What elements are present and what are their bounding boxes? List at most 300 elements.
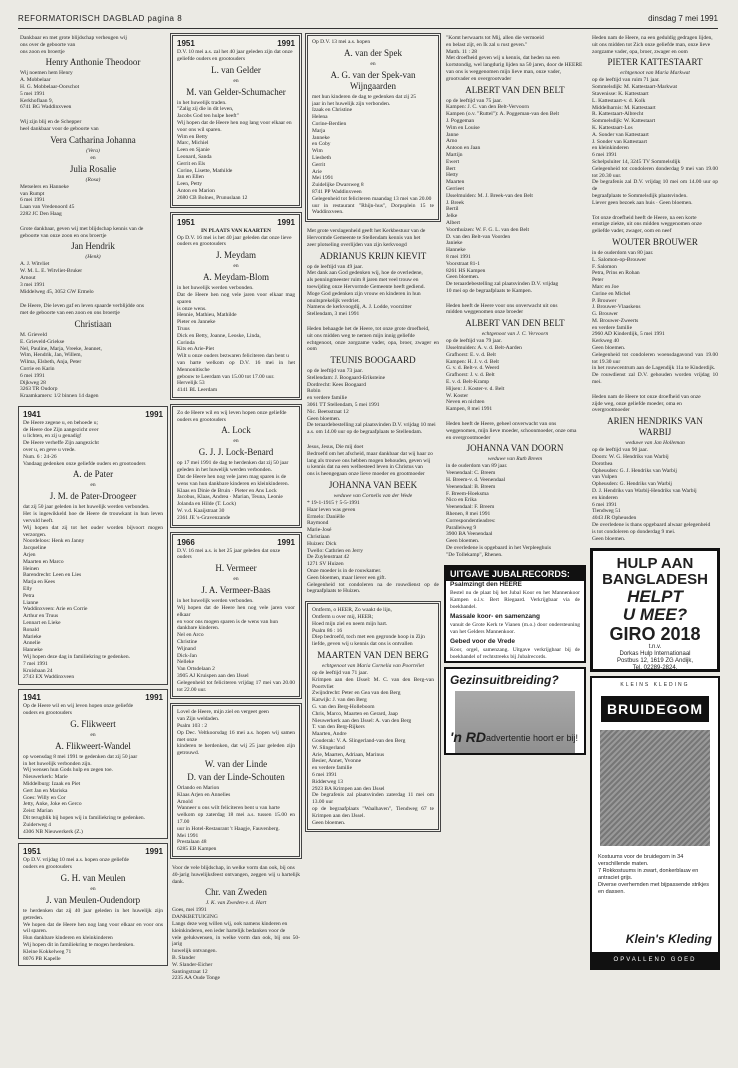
- notice-intro-line: kinderen te herdenken, dat wij 25 jaar geleden zijn getrouwd.: [177, 743, 295, 757]
- person-subtitle: weduwe van Jan Holleman: [625, 440, 685, 447]
- notice-detail-line: Lennart en Lieke: [23, 620, 61, 627]
- notice-detail-line: begraafplaats te Sommelsdijk plaatsvinden.: [592, 192, 688, 199]
- ad-detail: Tel. 02289-2824.: [632, 665, 678, 672]
- notice-detail-line: 3900 BA Veenendaal: [446, 531, 493, 538]
- notice-detail-line: in het huwelijk traden.: [177, 99, 227, 106]
- notice-detail-line: H. Breem-v. d. Veenendaal: [446, 477, 506, 484]
- person-subtitle: echtgenoot van Maria Markwat: [620, 70, 690, 77]
- notice-detail-line: Maarten en Marco: [23, 558, 64, 565]
- notice-detail-line: te herdenken dat zij 40 jaar geleden in het huwelijk zijn getreden.: [23, 907, 163, 921]
- notice-detail-line: 3263 TR Oudorp: [20, 386, 58, 393]
- notice-detail-line: Leonard, Sanda: [177, 153, 212, 160]
- notice-detail-line: Twello: Cathrien en Jerry: [307, 547, 363, 554]
- conjunction: en: [90, 482, 96, 489]
- notice-detail-line: Corine, Lisette, Mathilde: [177, 167, 233, 174]
- ad-photo: [600, 730, 710, 846]
- notice-detail-line: M. Brouwer-Zweerts: [592, 317, 639, 324]
- notice-detail-line: F. Salomon: [592, 263, 617, 270]
- notice-detail-line: Wilt u onze ouders bezwaren feliciteren dan bent u: [177, 353, 289, 360]
- notice-detail-line: Met dank aan God gedenken wij, hoe de overledene,: [307, 270, 423, 277]
- notice-detail-line: Lianne: [23, 599, 39, 606]
- person-name: J. Meydam: [216, 250, 256, 261]
- notice-detail-line: E. Grieveld-Griekse: [20, 338, 65, 345]
- notice-detail-line: welkom op zaterdag 18 mei a.s. tussen 15.00 en 17.00: [177, 812, 295, 825]
- notice-intro-line: weggenomen, mijn lieve moeder, schoonmoeder, onze oma: [446, 427, 577, 434]
- notice-intro-line: De Heere zegene u, en behoede u;: [23, 419, 98, 426]
- notice-detail-line: van harte welkom op D.V. 16 mei in het Mennonitische: [177, 359, 295, 373]
- notice-intro-line: overgrootmoeder: [592, 407, 630, 414]
- notice-detail-line: Waddinxveen: Arie en Corrie: [23, 606, 88, 613]
- notice-detail-line: Katwijk: J. van den Berg: [312, 697, 367, 704]
- notice-detail-line: De begrafenis zal plaatsvinden zaterdag 11 mei om 13.00 uur: [312, 792, 434, 806]
- notice-detail-line: Goes: Willy en Cor: [23, 794, 66, 801]
- notice-detail-line: A. Mobbelaar: [20, 77, 51, 84]
- notice-detail-line: Neven en nichten: [446, 399, 485, 406]
- notice-detail-line: Kampen: H. J. v. d. Belt: [446, 358, 499, 365]
- notice-intro-line: de Heere doe Zijn aangezicht over: [23, 426, 99, 433]
- person-subtitle: J. K. van Zweden-v. d. Hart: [205, 900, 267, 907]
- ad-subheading: Massale koor- en samenzang: [450, 612, 540, 620]
- birth-ad-promo: [444, 667, 586, 755]
- notice-detail-line: en kleinkinderen: [592, 145, 629, 152]
- notice-detail-line: 2960 AD Kinderdijk, 5 mei 1991: [592, 331, 665, 338]
- ad-store-name: KLEINS KLEDING: [620, 682, 690, 689]
- notice-detail-line: 2235 AA Oude Tonge: [172, 975, 220, 982]
- notice-detail-line: Martijn: [446, 151, 463, 158]
- notice-detail-line: W. v.d. Kaaijstraat 30: [177, 508, 225, 515]
- notice-detail-line: Gerrit: [312, 161, 326, 168]
- notice-detail-line: jaar in het huwelijk zijn verbonden.: [312, 100, 391, 107]
- notice-detail-line: Sommelsdijk: M. Kattestaart-Markwat: [592, 84, 678, 91]
- notice-detail-line: Janne: [446, 131, 459, 138]
- conjunction: en: [90, 885, 96, 892]
- notice-intro-line: uit ons midden weg te nemen mijn innig geliefde: [307, 332, 415, 339]
- conjunction: en: [90, 731, 96, 738]
- notice-detail-line: 10 mei op de begraafplaats te Kampen.: [446, 287, 532, 294]
- notice-detail-line: Voorstraat 81-1: [446, 260, 480, 267]
- notice-intro-line: 40-jarig huwelijksfeest ontvangen, zeggen wij u hartelijk dank.: [172, 871, 300, 885]
- notice: [18, 117, 168, 220]
- notice-detail-line: Kerkhoflaan 9,: [20, 97, 53, 104]
- notice-detail-line: op de leeftijd van 71 jaar.: [312, 669, 368, 676]
- notice-intro-line: zijde weg, onze geliefde moeder, oma en: [592, 400, 682, 407]
- notice-detail-line: Gouderak: V. A. Slingerland-van den Berg: [312, 737, 406, 744]
- notice-intro-line: ouders en grootouders: [23, 709, 72, 716]
- notice-detail-line: Corine en Michel: [592, 290, 631, 297]
- notice-detail-line: 8 mei 1991: [446, 253, 471, 260]
- notice-detail-line: Arjen: [23, 552, 36, 559]
- ad-tagline: advertentie hoort er bij!: [486, 732, 579, 743]
- notice-detail-line: van Vulpen: [592, 474, 618, 481]
- notice: [444, 301, 586, 415]
- person-name: Chr. van Zweden: [205, 887, 267, 898]
- notice-detail-line: Maarten: [446, 179, 465, 186]
- notice-intro-line: van Zijn weldaden.: [177, 716, 220, 723]
- notice-detail-line: Geen bloemen.: [307, 415, 341, 422]
- notice-detail-line: op 17 mei 1991 de dag te herdenken dat zij 50 jaar: [177, 460, 289, 467]
- ad-line-e: GIRO 2018: [609, 624, 701, 645]
- year-from: 1966: [177, 537, 195, 547]
- notice-detail-line: Wanneer u ons wilt feliciteren bent u van harte: [177, 805, 280, 812]
- notice-detail-line: Nieuwerkerk aan den IJssel: A. van den Berg: [312, 717, 412, 724]
- person-name-2: A. G. van der Spek-van Wijngaarden: [330, 69, 416, 91]
- year-to: 1991: [277, 217, 295, 227]
- notice-intro-line: Op D.V. 16 mei is het 40 jaar geleden dat onze lieve: [177, 234, 292, 241]
- notice-detail-line: 6 mei 1991: [20, 372, 45, 379]
- notice-detail-line: Liesbeth: [312, 154, 331, 161]
- conjunction: en: [233, 77, 239, 84]
- ad-family-photo: [455, 691, 575, 755]
- notice-detail-line: in de ouderdom van 89 jaar.: [446, 463, 508, 470]
- notice-detail-line: Geen bloemen.: [446, 274, 480, 281]
- notice-detail-line: huwelijk ontvangen.: [172, 948, 217, 955]
- notice-detail-line: 6 mei 1991: [592, 501, 617, 508]
- notice-detail-line: Jacobus, Klaas, Andrea · Marian, Teuna, Leonie: [177, 494, 283, 501]
- person-name-2: A. Flikweert-Wandel: [55, 740, 131, 751]
- notice-detail-line: Kampen: J. C. van den Belt-Vervoorn: [446, 104, 529, 111]
- notice-detail-line: Wij hopen dit in familiekring te mogen herdenken.: [23, 941, 135, 948]
- notice: [444, 33, 586, 297]
- notice-detail-line: De overledene is opgebaard in het Verpleeghuis: [446, 545, 551, 551]
- column-4: [444, 33, 586, 1054]
- notice-detail-line: Leen, Petty: [177, 181, 203, 188]
- notice: [18, 224, 168, 298]
- notice-intro-line: met de geboorte van een zoon en ons broertje: [20, 310, 120, 317]
- notice-detail-line: 7 mei 1991: [23, 660, 48, 667]
- notice-detail-line: op woensdag 8 mei 1991 te gedenken dat zij 50 jaar: [23, 753, 138, 760]
- ad-detail: Postbus 12, 1619 ZG Andijk,: [616, 658, 694, 665]
- notice-detail-line: met hun kinderen de dag te gedenken dat zij 25: [312, 93, 417, 100]
- notice-detail-line: Klaas Arjen en Annelies: [177, 791, 231, 798]
- notice: [170, 863, 302, 984]
- header-date: dinsdag 7 mei 1991: [648, 14, 718, 23]
- notice-detail-line: Marc en Joe: [592, 283, 619, 290]
- notice-detail-line: in het huwelijk verbonden zijn.: [23, 760, 92, 767]
- notice-detail-line: Wij wensen hun Gods hulp en zegen toe.: [23, 767, 113, 774]
- notice-detail-line: Wij hopen dat de Heere hen nog vele jaren voor elkaar: [177, 605, 295, 618]
- notice-detail-line: R. Kattestaart-Albrecht: [592, 111, 644, 118]
- notice-intro-line: en belast zijt, en Ik zal u rust geven.": [446, 41, 528, 48]
- notice-detail-line: Geen bloemen, maar liever een gift.: [307, 574, 386, 581]
- ad-text: Koor, orgel, samenzang. Uitgave verkrijgbaar bij de boekhandel of rechtstreeks bij Jubalrecords.: [450, 646, 580, 660]
- notice-detail-line: gebouw te Leerdam van 15.00 tot 17.00 uur.: [177, 373, 275, 380]
- ad-subheading: Gebed voor de Vrede: [450, 637, 516, 645]
- person-name: MAARTEN VAN DEN BERG: [317, 649, 429, 660]
- notice-intro-line: Dankbaar en met grote blijdschap verheugen wij: [20, 35, 127, 41]
- notice-intro-line: Op D.V. 13 mei a.s. hopen: [312, 39, 371, 45]
- notice-detail-line: Izaak en Christine: [312, 107, 353, 114]
- notice-intro-line: De Heere, Die leven gaf en leven spaarde verblijdde ons: [20, 303, 144, 310]
- notice-detail-line: Nel, Pauline, Marja, Vreeke, Jeannet,: [20, 345, 102, 352]
- column-3: [305, 33, 441, 1054]
- notice-detail-line: Marie-José: [307, 527, 332, 534]
- notice-detail-line: kleinkinderen, een ieder hartelijk bedanken voor de: [172, 927, 286, 934]
- ad-line-d: U MEE?: [622, 605, 688, 625]
- notice-intro-line: ons zoon en broertje: [20, 48, 65, 55]
- notice: [18, 33, 168, 113]
- notice: [305, 601, 441, 832]
- year-to: 1991: [277, 537, 295, 547]
- year-from: 1941: [23, 409, 41, 419]
- notice-intro-line: echtgenoot, onze zorgzame vader, opa, broer, zwager en oom: [307, 339, 439, 353]
- notice-detail-line: Stellendam: J. Boogaard-Eriksteine: [307, 374, 386, 381]
- notice-detail-line: Dat de Heere hen nog vele jaren voor elkaar mag sparen: [177, 291, 295, 305]
- notice-detail-line: Pieter en Janneke: [177, 319, 216, 326]
- notice-detail-line: Hun dankbare kinderen en kleinkinderen: [23, 935, 113, 942]
- notice-detail-line: Kleine Kokkelweg 71: [23, 948, 72, 955]
- notice-detail-line: 4043 JR Opheusden: [592, 515, 637, 522]
- notice-detail-line: A. J. Witvliet: [20, 261, 50, 268]
- notice-detail-line: Goes, mei 1991: [172, 907, 207, 914]
- notice-detail-line: Dat de Heere hen nog vele jaren mag sparen is de: [177, 474, 287, 481]
- notice-detail-line: Opheusden: G. Hendriks van Warbij: [592, 481, 672, 488]
- year-to: 1991: [145, 693, 163, 703]
- notice-detail-line: Geen bloemen.: [592, 345, 626, 352]
- notice-years: [23, 693, 163, 703]
- notice-detail-line: Gerrit en Els: [177, 160, 206, 167]
- ad-detail: Dorkas Hulp Internationaal: [619, 651, 691, 658]
- notice-detail-line: J. Sonder van Kattestaart: [592, 138, 647, 145]
- person-name: Henry Anthonie Theodoor: [45, 57, 141, 68]
- notice-detail-line: Wij hopen dat de Heere hen nog lang voor elkaar en: [177, 119, 292, 126]
- ad-footer: OPVALLEND GOED: [592, 952, 718, 968]
- notice-detail-line: Santingstraat 12: [172, 968, 208, 975]
- notice-intro-line: Lovel de Heere, mijn ziel en vergeet geen: [177, 709, 269, 716]
- notice-detail-line: W. Slander-Eicher: [172, 961, 213, 968]
- notice-detail-line: T. van den Berg-Rijkers: [312, 724, 365, 731]
- notice-detail-line: 2923 BA Krimpen aan den IJssel: [312, 785, 385, 792]
- notice-detail-line: Janieke: [446, 240, 463, 247]
- notice-detail-line: Antoon en Jaan: [446, 145, 481, 152]
- notice-detail-line: G. van den Berg-Holleboom: [312, 703, 375, 710]
- person-name: A. van der Spek: [344, 47, 402, 58]
- notice-detail-line: en verdere familie: [312, 765, 353, 772]
- conjunction: en: [233, 576, 239, 583]
- notice-detail-line: Wij hopen deze dag in familiekring te gedenken.: [23, 654, 130, 660]
- notice-detail-line: Nel en Arco: [177, 632, 204, 639]
- notice-detail-line: Peter: [592, 277, 604, 284]
- notice: [170, 703, 302, 859]
- notice-intro-line: Psalm 86 : 16: [312, 627, 343, 634]
- ad-logo: BRUIDEGOM: [601, 696, 709, 722]
- notice-detail-line: Ewert: [446, 158, 460, 165]
- notice-intro-line: De Heere verheffe Zijn aangezicht: [23, 440, 99, 447]
- notice: [18, 689, 168, 839]
- notice-detail-line: Haar leven was geven: [307, 506, 356, 513]
- notice-detail-line: Opheusden: G. J. Hendriks van Warbij: [592, 467, 677, 474]
- notice: [305, 324, 441, 438]
- notice-detail-line: 3 mei 1991: [20, 281, 45, 288]
- notice-detail-line: op de leeftijd van ruim 71 jaar.: [592, 77, 660, 84]
- notice-detail-line: A. Sonder van Kattestaart: [592, 131, 649, 138]
- notice-detail-line: Marja en Kees: [23, 579, 56, 586]
- notice-detail-line: De Zuylenstraat 42: [307, 554, 350, 561]
- notice-detail-line: Nico en Erika: [446, 497, 477, 504]
- notice-detail-line: Petra: [23, 592, 35, 599]
- notice: [18, 843, 168, 966]
- notice-detail-line: Dick-Jan: [177, 652, 197, 659]
- notice-detail-line: Zeist: Marian: [23, 808, 53, 815]
- notice-detail-line: Van Ortsdelaan 2: [177, 666, 215, 673]
- notice-detail-line: uur in Hotel-Restaurant 't Haagje, Fauvenberg.: [177, 825, 280, 832]
- notice-intro-line: Zo de Heere wil en wij leven hopen onze geliefde: [177, 409, 287, 416]
- notice-detail-line: en kinderen: [592, 494, 618, 501]
- notice-detail-line: Kampen, 8 mei 1991: [446, 406, 493, 413]
- notice-detail-line: Truus: [177, 325, 190, 332]
- notice-detail-line: toewijding onze Hervormde Gemeente heeft gediend.: [307, 283, 425, 290]
- notice-detail-line: 8741 PP Waddinxveen: [312, 188, 362, 195]
- notice-detail-line: H. G. Mobbelaar-Oorschot: [20, 83, 80, 90]
- person-name: ADRIANUS KRIJN KIEVIT: [319, 250, 427, 261]
- notice-detail-line: Geen bloemen.: [312, 819, 346, 826]
- notice-detail-line: Sommelsdijk: W. Kattestaart: [592, 118, 656, 125]
- notice-detail-line: Schelpsluiter 14, 3245 TV Sommelsdijk: [592, 158, 681, 165]
- notice-years: [177, 39, 295, 49]
- notice-intro-line: ouders en grootouders: [177, 241, 226, 248]
- notice-detail-line: in het rouwcentrum aan de Lagendijk 11a te Kinderdijk.: [592, 365, 716, 372]
- person-subtitle: weduwe van Cornelis van der Wede: [333, 493, 413, 500]
- ad-brand: Klein's Kleding: [625, 932, 712, 947]
- notice-detail-line: Jan en Ellen: [177, 174, 204, 181]
- notice-detail-line: Besier, Annet, Yvonne: [312, 758, 362, 765]
- bruidegom-clothing-ad: [590, 676, 720, 970]
- ad-subheading: Psalmzingt den HEERE: [450, 580, 522, 588]
- notice-detail-line: L. Salomon-op-Brouwer: [592, 256, 647, 263]
- notice-detail-line: Nieuwerkerk: Marie: [23, 774, 68, 781]
- person-name: H. Vermeer: [215, 563, 257, 574]
- notice-detail-line: Leen en Sjanie: [177, 147, 210, 154]
- notice-intro-line: Op de Heere wil en wij leven hopen onze geliefde: [23, 703, 134, 710]
- notice-detail-line: Gelegenheid tot feliciteren vrijdag 17 mei van 20.00 tot 22.00 uur.: [177, 679, 295, 693]
- notice-detail-line: Gerrieet: [446, 185, 465, 192]
- notice: [305, 442, 441, 597]
- notice-intro-line: geliefde ouders en grootouders: [177, 55, 245, 62]
- notice-detail-line: wens van hun dankbare kinderen en kleinkinderen.: [177, 480, 289, 487]
- notice-detail-line: "Zalig zij die in dit leven,: [177, 106, 234, 113]
- notice-intro-line: Ontferm, o HEER, Zo waakt de lijn,: [312, 607, 392, 614]
- notice-detail-line: onuitsprekelijk verdriet.: [307, 297, 360, 304]
- notice-detail-line: Veenendaal: F. Breem: [446, 504, 495, 511]
- notice-detail-line: Onze moeder is in de rouwkamer.: [307, 568, 382, 575]
- notice-detail-line: Wim en Betty: [177, 133, 208, 140]
- ad-body-line: Diverse overhemden met bijpassende strikjes en dassen.: [598, 882, 709, 896]
- page-header: [18, 8, 718, 29]
- notice-detail-line: Arnout: [20, 274, 36, 281]
- notice-intro-line: Ontferm u over mij, HEER;: [312, 614, 374, 620]
- notice-detail-line: Stavenisse: K. Kattestaart: [592, 90, 649, 97]
- notice-detail-line: en verdere familie: [592, 324, 633, 331]
- notice-intro-line: Heden behaagde het de Heere, tot onze grote droefheid,: [307, 325, 430, 332]
- year-to: 1991: [145, 847, 163, 857]
- notice: [170, 33, 302, 208]
- notice-detail-line: Marieke: [23, 633, 42, 640]
- notice-intro-line: Op D.V. vrijdag 10 mei a.s. hopen onze geliefde: [23, 857, 129, 864]
- notice-detail-line: Kerkweg 40: [592, 338, 620, 345]
- notice-detail-line: is tot condoleren op donderdag 9 mei.: [592, 528, 676, 535]
- notice: [590, 33, 720, 209]
- notice-detail-line: dat zij 50 jaar geleden in het huwelijk werden verbonden.: [23, 504, 150, 511]
- notice-detail-line: M. Grieveld: [20, 331, 47, 338]
- notice-detail-line: 6285 EB Kampen: [177, 846, 217, 853]
- notice-detail-line: DANKBETUIGING: [172, 914, 218, 921]
- notice: [170, 404, 302, 528]
- notice-detail-line: L. Kattestaart-v. d. Kolk: [592, 97, 646, 104]
- notice-detail-line: Wijnand: [177, 645, 196, 652]
- notice-detail-line: Gelegenheid tot condoleren donderdag 9 mei van 19.00 tot 20.30 uur.: [592, 165, 718, 179]
- notice-detail-line: Arthur en Truus: [23, 613, 59, 620]
- notice-detail-line: 3905 AJ Kruispen aan den IJssel: [177, 673, 249, 680]
- notice-detail-line: Robin: [307, 388, 321, 395]
- notice-detail-line: Marc, Michiel: [177, 140, 209, 147]
- notice-detail-line: Dordrecht: Kees Boogaard: [307, 381, 366, 388]
- person-name: TEUNIS BOOGAARD: [330, 355, 416, 366]
- notice-intro-line: en overgrootmoeder: [446, 434, 491, 441]
- notice-detail-line: Gert Jan en Mariska: [23, 787, 68, 794]
- notice-detail-line: en Coby: [312, 141, 331, 148]
- notice-detail-line: Arnold: [177, 798, 193, 805]
- notice-detail-line: Prestalaan 48: [177, 839, 207, 846]
- notice-detail-line: uur in restaurant "Rhijn-hus", Dorpsplein 15 te Waddinxveen.: [312, 202, 434, 216]
- bangladesh-aid-ad: [590, 548, 720, 672]
- notice-detail-line: Maarten, Andre: [312, 731, 347, 738]
- notice-detail-line: Gelegenheid tot condoleren woensdagavond van 19.00 tot 19.30 uur: [592, 351, 718, 365]
- notice: [170, 532, 302, 700]
- notice-intro-line: Bedroefd om het afscheid, maar dankbaar dat wij haar zo: [307, 450, 433, 457]
- notice-detail-line: Hennie, Mathieu, Mathilde: [177, 312, 237, 319]
- notice-detail-line: 6741 BG Waddinxveen: [20, 104, 72, 111]
- notice-detail-line: De begrafenis zal D.V. vrijdag 10 mei om 14.00 uur op de: [592, 179, 718, 193]
- notice-intro-line: kortstondig, wel langdurig lijden na 50 jaren, door de HEERE: [446, 62, 583, 69]
- notice-detail-line: Jacqueline: [23, 545, 47, 552]
- person-name: A. Lock: [221, 425, 251, 436]
- notice-detail-line: Liever geen bezoek aan huis · Geen bloemen.: [592, 199, 693, 206]
- person-name-2: J. M. de Pater-Droogeer: [49, 491, 137, 502]
- notice-detail-line: Klaas en Dinie de Bruin · Pieter en Ans Lock: [177, 487, 277, 494]
- notice-detail-line: 4306 NB Nieuwerkerk (Z.): [23, 828, 83, 835]
- notice-detail-line: Jolanda en Hilde (T. Lock): [177, 501, 237, 508]
- ad-body-line: Kostuums voor de bruidegom in 34 verschillende maten.: [598, 854, 684, 868]
- notice-detail-line: 2361 JE 's-Gravenzande: [177, 514, 231, 521]
- notice-detail-line: B. Slander: [172, 954, 196, 961]
- year-to: 1991: [145, 409, 163, 419]
- notice-intro-line: Heden heeft de Heere, geheel onverwacht van ons: [446, 421, 557, 428]
- notice-detail-line: "De Tollekamp", Rhenen.: [446, 551, 503, 558]
- notice-detail-line: Hanneke: [23, 647, 43, 654]
- notice-intro-line: D.V. 16 mei a.s. is het 25 jaar geleden dat onze: [177, 547, 281, 554]
- notice-detail-line: Hervelijk 53: [177, 380, 205, 387]
- notice-detail-line: Christiaan: [307, 534, 330, 541]
- notice-intro-line: D.V. 10 mei a.s. zal het 40 jaar geleden zijn dat onze: [177, 49, 293, 55]
- notice-intro-line: Matth. 11 : 28: [446, 48, 477, 55]
- notice-detail-line: Gelegenheid tot feliciteren maandag 13 mei van 20.00: [312, 195, 432, 202]
- notice-detail-line: P. Brouwer: [592, 297, 617, 304]
- person-name-2: M. van Gelder-Schumacher: [186, 86, 286, 97]
- notice-detail-line: Kits en Arie-Piet: [177, 346, 214, 353]
- notice-detail-line: De rouwdienst zal D.V. gehouden worden vrijdag 10 mei.: [592, 372, 718, 386]
- ad-headline: Gezinsuitbreiding?: [450, 672, 559, 687]
- notice-intro-line: Grote dankbaar, geven wij met blijdschap kennis van de: [20, 225, 144, 232]
- notice-detail-line: Paralleiweg 9: [446, 524, 477, 531]
- notice-detail-line: dankbare kinderen.: [177, 625, 220, 632]
- notice-detail-line: Geen bloemen.: [446, 538, 480, 545]
- notice-detail-line: J. Poggeman: [446, 117, 475, 124]
- notice-detail-line: Jacobs God ten hulpe heeft": [177, 113, 239, 120]
- person-name: A. de Pater: [72, 469, 114, 480]
- ad-text: Bestel nu de plaat bij het Jubal Koor en het Mannenkoor Kampen o.l.v. Bert Riegaard. Verkrijgbaar via de boekhandel.: [450, 589, 580, 610]
- person-name: WOUTER BROUWER: [612, 236, 698, 247]
- notice-detail-line: als penningmeester ruim 8 jaren met veel trouw en: [307, 277, 419, 284]
- notice-detail-line: Het is ingewikkeld hoe de Heere de trouwkant in hun leven vervuld heeft.: [23, 511, 163, 525]
